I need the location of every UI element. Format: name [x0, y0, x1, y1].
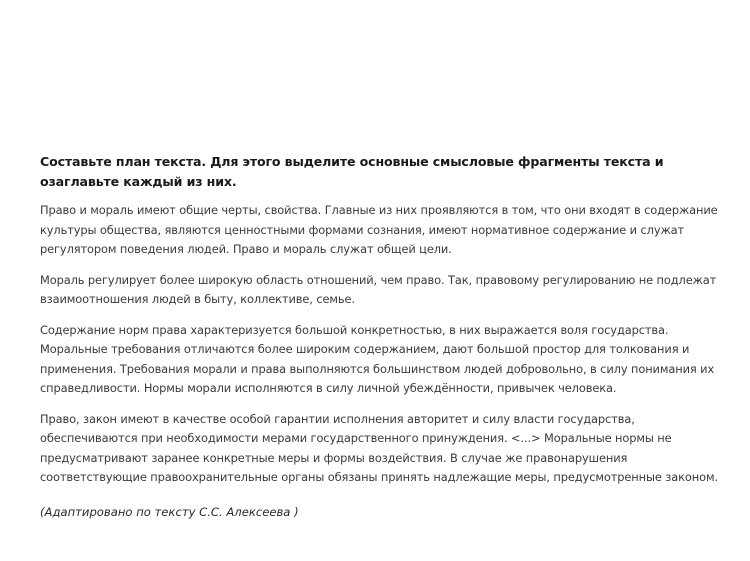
task-instruction: Составьте план текста. Для этого выделите основные смысловые фрагменты текста и озаглавьте каждый из них. [40, 154, 664, 189]
source-attribution: (Адаптировано по тексту С.С. Алексеева ) [40, 504, 299, 519]
paragraph-2: Мораль регулирует более широкую область отношений, чем право. Так, правовому регулированию не подлежат взаимоотношения людей в быту, коллективе, семье. [40, 272, 717, 306]
paragraph-3: Содержание норм права характеризуется большой конкретностью, в них выражается воля государства. Моральные требования отличаются более широким содержанием, дают большой простор для толкования и применения. Требования морали и права выполняются большинством людей добровольно, в силу понимания их справедливости. Нормы морали исполняются в силу личной убеждённости, привычек человека. [40, 322, 715, 395]
paragraph-4: Право, закон имеют в качестве особой гарантии исполнения авторитет и силу власти государства, обеспечиваются при необходимости мерами государственного принуждения. <...> Моральные нормы не предусматривают заранее конкретные меры и формы воздействия. В случае же правонарушения соответствующие правоохранительные органы обязаны принять надлежащие меры, предусмотренные законом. [40, 411, 719, 484]
paragraph-1: Право и мораль имеют общие черты, свойства. Главные из них проявляются в том, что они входят в содержание культуры общества, являются ценностными формами сознания, имеют нормативное содержание и служат регулятором поведения людей. Право и мораль служат общей цели. [40, 203, 718, 256]
document-page [40, 152, 720, 522]
